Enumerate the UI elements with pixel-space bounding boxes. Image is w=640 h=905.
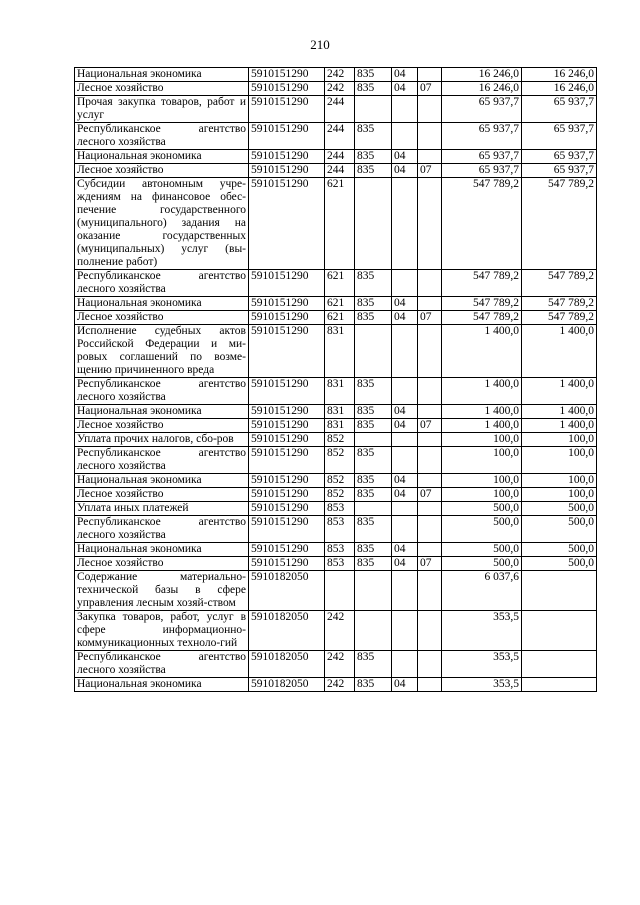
administrator-code-cell: 835 bbox=[355, 488, 392, 502]
amount-year2-cell: 1 400,0 bbox=[522, 325, 597, 378]
amount-year2-cell: 500,0 bbox=[522, 557, 597, 571]
administrator-code-cell bbox=[355, 325, 392, 378]
amount-year1-cell: 65 937,7 bbox=[442, 123, 522, 150]
amount-year2-cell: 100,0 bbox=[522, 447, 597, 474]
expense-type-cell: 242 bbox=[325, 82, 355, 96]
expense-type-cell: 621 bbox=[325, 270, 355, 297]
expense-name-cell: Лесное хозяйство bbox=[75, 164, 249, 178]
table-row bbox=[75, 297, 597, 311]
subsection-cell bbox=[418, 270, 442, 297]
target-article-cell: 5910151290 bbox=[249, 405, 325, 419]
table-row bbox=[75, 611, 597, 651]
expense-name-cell: Закупка товаров, работ, услуг в сфере информационно-коммуникационных техноло-гий bbox=[75, 611, 249, 651]
section-cell bbox=[392, 96, 418, 123]
expense-type-cell: 853 bbox=[325, 557, 355, 571]
target-article-cell: 5910151290 bbox=[249, 82, 325, 96]
target-article-cell: 5910182050 bbox=[249, 651, 325, 678]
target-article-cell: 5910182050 bbox=[249, 611, 325, 651]
amount-year1-cell: 1 400,0 bbox=[442, 405, 522, 419]
amount-year1-cell: 547 789,2 bbox=[442, 178, 522, 270]
subsection-cell: 07 bbox=[418, 82, 442, 96]
administrator-code-cell: 835 bbox=[355, 311, 392, 325]
table-row bbox=[75, 433, 597, 447]
section-cell bbox=[392, 502, 418, 516]
amount-year1-cell: 16 246,0 bbox=[442, 82, 522, 96]
target-article-cell: 5910151290 bbox=[249, 96, 325, 123]
expense-name-cell: Содержание материально-технической базы в сфере управления лесным хозяй-ством bbox=[75, 571, 249, 611]
section-cell: 04 bbox=[392, 474, 418, 488]
table-row bbox=[75, 164, 597, 178]
expense-name-cell: Национальная экономика bbox=[75, 474, 249, 488]
expense-name-cell: Национальная экономика bbox=[75, 68, 249, 82]
amount-year1-cell: 500,0 bbox=[442, 543, 522, 557]
expense-type-cell: 831 bbox=[325, 378, 355, 405]
table-row bbox=[75, 150, 597, 164]
subsection-cell: 07 bbox=[418, 164, 442, 178]
section-cell bbox=[392, 378, 418, 405]
amount-year2-cell: 16 246,0 bbox=[522, 82, 597, 96]
amount-year2-cell: 547 789,2 bbox=[522, 270, 597, 297]
administrator-code-cell: 835 bbox=[355, 557, 392, 571]
amount-year1-cell: 1 400,0 bbox=[442, 419, 522, 433]
section-cell bbox=[392, 123, 418, 150]
subsection-cell bbox=[418, 516, 442, 543]
table-body bbox=[75, 68, 597, 692]
expense-name-cell: Лесное хозяйство bbox=[75, 419, 249, 433]
table-row bbox=[75, 557, 597, 571]
amount-year2-cell: 65 937,7 bbox=[522, 164, 597, 178]
subsection-cell bbox=[418, 571, 442, 611]
expense-type-cell: 853 bbox=[325, 516, 355, 543]
expense-name-cell: Республиканское агентство лесного хозяйства bbox=[75, 123, 249, 150]
page-number: 210 bbox=[310, 37, 330, 52]
administrator-code-cell: 835 bbox=[355, 516, 392, 543]
table-row bbox=[75, 68, 597, 82]
subsection-cell bbox=[418, 502, 442, 516]
amount-year1-cell: 100,0 bbox=[442, 433, 522, 447]
amount-year1-cell: 65 937,7 bbox=[442, 164, 522, 178]
administrator-code-cell bbox=[355, 178, 392, 270]
section-cell bbox=[392, 178, 418, 270]
target-article-cell: 5910151290 bbox=[249, 325, 325, 378]
section-cell: 04 bbox=[392, 419, 418, 433]
target-article-cell: 5910151290 bbox=[249, 311, 325, 325]
expense-name-cell: Уплата иных платежей bbox=[75, 502, 249, 516]
table-row bbox=[75, 270, 597, 297]
section-cell: 04 bbox=[392, 82, 418, 96]
subsection-cell: 07 bbox=[418, 488, 442, 502]
table-row bbox=[75, 543, 597, 557]
expense-name-cell: Национальная экономика bbox=[75, 405, 249, 419]
amount-year1-cell: 547 789,2 bbox=[442, 297, 522, 311]
amount-year2-cell bbox=[522, 678, 597, 692]
amount-year2-cell: 100,0 bbox=[522, 433, 597, 447]
administrator-code-cell bbox=[355, 96, 392, 123]
amount-year2-cell bbox=[522, 651, 597, 678]
administrator-code-cell bbox=[355, 502, 392, 516]
amount-year1-cell: 547 789,2 bbox=[442, 270, 522, 297]
section-cell: 04 bbox=[392, 297, 418, 311]
expense-type-cell: 621 bbox=[325, 297, 355, 311]
expense-name-cell: Национальная экономика bbox=[75, 297, 249, 311]
administrator-code-cell: 835 bbox=[355, 678, 392, 692]
administrator-code-cell: 835 bbox=[355, 150, 392, 164]
section-cell bbox=[392, 516, 418, 543]
section-cell: 04 bbox=[392, 543, 418, 557]
administrator-code-cell: 835 bbox=[355, 447, 392, 474]
subsection-cell: 07 bbox=[418, 311, 442, 325]
expense-type-cell: 831 bbox=[325, 405, 355, 419]
target-article-cell: 5910151290 bbox=[249, 378, 325, 405]
administrator-code-cell: 835 bbox=[355, 474, 392, 488]
target-article-cell: 5910151290 bbox=[249, 164, 325, 178]
expense-name-cell: Исполнение судебных актов Российской Федерации и ми-ровых соглашений по возме-щению причиненного вреда bbox=[75, 325, 249, 378]
section-cell: 04 bbox=[392, 488, 418, 502]
table-row bbox=[75, 651, 597, 678]
section-cell bbox=[392, 270, 418, 297]
amount-year1-cell: 100,0 bbox=[442, 488, 522, 502]
subsection-cell bbox=[418, 678, 442, 692]
administrator-code-cell: 835 bbox=[355, 651, 392, 678]
expense-type-cell: 244 bbox=[325, 96, 355, 123]
section-cell: 04 bbox=[392, 311, 418, 325]
expense-type-cell: 244 bbox=[325, 164, 355, 178]
budget-table bbox=[74, 67, 597, 692]
target-article-cell: 5910151290 bbox=[249, 516, 325, 543]
amount-year1-cell: 547 789,2 bbox=[442, 311, 522, 325]
section-cell bbox=[392, 325, 418, 378]
target-article-cell: 5910151290 bbox=[249, 123, 325, 150]
expense-type-cell: 244 bbox=[325, 150, 355, 164]
expense-type-cell: 242 bbox=[325, 611, 355, 651]
expense-type-cell: 621 bbox=[325, 311, 355, 325]
amount-year1-cell: 1 400,0 bbox=[442, 378, 522, 405]
target-article-cell: 5910151290 bbox=[249, 270, 325, 297]
expense-type-cell: 852 bbox=[325, 474, 355, 488]
subsection-cell bbox=[418, 178, 442, 270]
subsection-cell bbox=[418, 150, 442, 164]
amount-year2-cell: 547 789,2 bbox=[522, 178, 597, 270]
target-article-cell: 5910151290 bbox=[249, 178, 325, 270]
administrator-code-cell: 835 bbox=[355, 82, 392, 96]
administrator-code-cell: 835 bbox=[355, 270, 392, 297]
amount-year2-cell: 100,0 bbox=[522, 488, 597, 502]
amount-year2-cell: 500,0 bbox=[522, 516, 597, 543]
table-row bbox=[75, 488, 597, 502]
amount-year1-cell: 500,0 bbox=[442, 557, 522, 571]
administrator-code-cell: 835 bbox=[355, 123, 392, 150]
table-row bbox=[75, 516, 597, 543]
administrator-code-cell: 835 bbox=[355, 405, 392, 419]
administrator-code-cell: 835 bbox=[355, 68, 392, 82]
amount-year2-cell: 1 400,0 bbox=[522, 405, 597, 419]
section-cell bbox=[392, 611, 418, 651]
amount-year1-cell: 353,5 bbox=[442, 611, 522, 651]
amount-year1-cell: 100,0 bbox=[442, 447, 522, 474]
subsection-cell bbox=[418, 447, 442, 474]
target-article-cell: 5910151290 bbox=[249, 488, 325, 502]
expense-name-cell: Национальная экономика bbox=[75, 150, 249, 164]
amount-year2-cell: 500,0 bbox=[522, 543, 597, 557]
administrator-code-cell bbox=[355, 433, 392, 447]
expense-type-cell: 853 bbox=[325, 543, 355, 557]
table-row bbox=[75, 123, 597, 150]
expense-name-cell: Лесное хозяйство bbox=[75, 311, 249, 325]
subsection-cell bbox=[418, 405, 442, 419]
subsection-cell bbox=[418, 297, 442, 311]
amount-year1-cell: 353,5 bbox=[442, 678, 522, 692]
subsection-cell bbox=[418, 325, 442, 378]
administrator-code-cell: 835 bbox=[355, 543, 392, 557]
amount-year2-cell: 1 400,0 bbox=[522, 419, 597, 433]
expense-name-cell: Республиканское агентство лесного хозяйства bbox=[75, 447, 249, 474]
subsection-cell bbox=[418, 474, 442, 488]
target-article-cell: 5910151290 bbox=[249, 502, 325, 516]
section-cell: 04 bbox=[392, 68, 418, 82]
target-article-cell: 5910151290 bbox=[249, 68, 325, 82]
expense-type-cell: 244 bbox=[325, 123, 355, 150]
subsection-cell bbox=[418, 378, 442, 405]
table-row bbox=[75, 502, 597, 516]
table-row bbox=[75, 325, 597, 378]
target-article-cell: 5910151290 bbox=[249, 474, 325, 488]
amount-year2-cell: 547 789,2 bbox=[522, 297, 597, 311]
amount-year2-cell: 100,0 bbox=[522, 474, 597, 488]
amount-year1-cell: 6 037,6 bbox=[442, 571, 522, 611]
target-article-cell: 5910151290 bbox=[249, 543, 325, 557]
expense-name-cell: Республиканское агентство лесного хозяйства bbox=[75, 378, 249, 405]
table-row bbox=[75, 447, 597, 474]
table-row bbox=[75, 82, 597, 96]
subsection-cell bbox=[418, 651, 442, 678]
amount-year1-cell: 65 937,7 bbox=[442, 150, 522, 164]
table-row bbox=[75, 405, 597, 419]
target-article-cell: 5910151290 bbox=[249, 433, 325, 447]
table-row bbox=[75, 96, 597, 123]
subsection-cell bbox=[418, 611, 442, 651]
amount-year2-cell: 1 400,0 bbox=[522, 378, 597, 405]
section-cell: 04 bbox=[392, 405, 418, 419]
amount-year1-cell: 16 246,0 bbox=[442, 68, 522, 82]
expense-type-cell: 242 bbox=[325, 68, 355, 82]
amount-year1-cell: 500,0 bbox=[442, 502, 522, 516]
expense-name-cell: Уплата прочих налогов, сбо-ров bbox=[75, 433, 249, 447]
subsection-cell bbox=[418, 123, 442, 150]
expense-type-cell: 852 bbox=[325, 488, 355, 502]
expense-type-cell: 621 bbox=[325, 178, 355, 270]
table-row bbox=[75, 378, 597, 405]
expense-name-cell: Лесное хозяйство bbox=[75, 488, 249, 502]
target-article-cell: 5910151290 bbox=[249, 297, 325, 311]
section-cell: 04 bbox=[392, 678, 418, 692]
amount-year1-cell: 353,5 bbox=[442, 651, 522, 678]
subsection-cell bbox=[418, 543, 442, 557]
expense-name-cell: Республиканское агентство лесного хозяйства bbox=[75, 516, 249, 543]
section-cell: 04 bbox=[392, 150, 418, 164]
section-cell: 04 bbox=[392, 164, 418, 178]
administrator-code-cell: 835 bbox=[355, 378, 392, 405]
subsection-cell: 07 bbox=[418, 419, 442, 433]
amount-year2-cell: 547 789,2 bbox=[522, 311, 597, 325]
amount-year1-cell: 100,0 bbox=[442, 474, 522, 488]
expense-type-cell: 242 bbox=[325, 651, 355, 678]
administrator-code-cell: 835 bbox=[355, 419, 392, 433]
expense-name-cell: Республиканское агентство лесного хозяйства bbox=[75, 651, 249, 678]
subsection-cell bbox=[418, 96, 442, 123]
expense-type-cell: 242 bbox=[325, 678, 355, 692]
amount-year2-cell: 65 937,7 bbox=[522, 123, 597, 150]
target-article-cell: 5910151290 bbox=[249, 150, 325, 164]
target-article-cell: 5910182050 bbox=[249, 678, 325, 692]
amount-year1-cell: 500,0 bbox=[442, 516, 522, 543]
expense-type-cell: 831 bbox=[325, 325, 355, 378]
table-row bbox=[75, 678, 597, 692]
expense-type-cell bbox=[325, 571, 355, 611]
target-article-cell: 5910151290 bbox=[249, 419, 325, 433]
table-row bbox=[75, 571, 597, 611]
section-cell bbox=[392, 447, 418, 474]
amount-year2-cell bbox=[522, 611, 597, 651]
expense-name-cell: Прочая закупка товаров, работ и услуг bbox=[75, 96, 249, 123]
expense-name-cell: Лесное хозяйство bbox=[75, 82, 249, 96]
amount-year2-cell bbox=[522, 571, 597, 611]
amount-year2-cell: 65 937,7 bbox=[522, 150, 597, 164]
section-cell bbox=[392, 433, 418, 447]
administrator-code-cell: 835 bbox=[355, 164, 392, 178]
target-article-cell: 5910182050 bbox=[249, 571, 325, 611]
table-row bbox=[75, 419, 597, 433]
administrator-code-cell bbox=[355, 611, 392, 651]
expense-name-cell: Республиканское агентство лесного хозяйства bbox=[75, 270, 249, 297]
expense-name-cell: Лесное хозяйство bbox=[75, 557, 249, 571]
administrator-code-cell bbox=[355, 571, 392, 611]
table-row bbox=[75, 474, 597, 488]
target-article-cell: 5910151290 bbox=[249, 557, 325, 571]
subsection-cell: 07 bbox=[418, 557, 442, 571]
expense-name-cell: Национальная экономика bbox=[75, 678, 249, 692]
expense-type-cell: 852 bbox=[325, 447, 355, 474]
administrator-code-cell: 835 bbox=[355, 297, 392, 311]
table-row bbox=[75, 311, 597, 325]
subsection-cell bbox=[418, 68, 442, 82]
section-cell bbox=[392, 651, 418, 678]
section-cell: 04 bbox=[392, 557, 418, 571]
amount-year1-cell: 65 937,7 bbox=[442, 96, 522, 123]
amount-year2-cell: 16 246,0 bbox=[522, 68, 597, 82]
expense-type-cell: 853 bbox=[325, 502, 355, 516]
expense-name-cell: Национальная экономика bbox=[75, 543, 249, 557]
amount-year2-cell: 500,0 bbox=[522, 502, 597, 516]
target-article-cell: 5910151290 bbox=[249, 447, 325, 474]
amount-year2-cell: 65 937,7 bbox=[522, 96, 597, 123]
expense-type-cell: 831 bbox=[325, 419, 355, 433]
expense-type-cell: 852 bbox=[325, 433, 355, 447]
section-cell bbox=[392, 571, 418, 611]
subsection-cell bbox=[418, 433, 442, 447]
amount-year1-cell: 1 400,0 bbox=[442, 325, 522, 378]
table-row bbox=[75, 178, 597, 270]
expense-name-cell: Субсидии автономным учре-ждениям на финансовое обес-печение государственного (муниципального) задания на оказание государственных (муниципальных) услуг (вы-полнение работ) bbox=[75, 178, 249, 270]
